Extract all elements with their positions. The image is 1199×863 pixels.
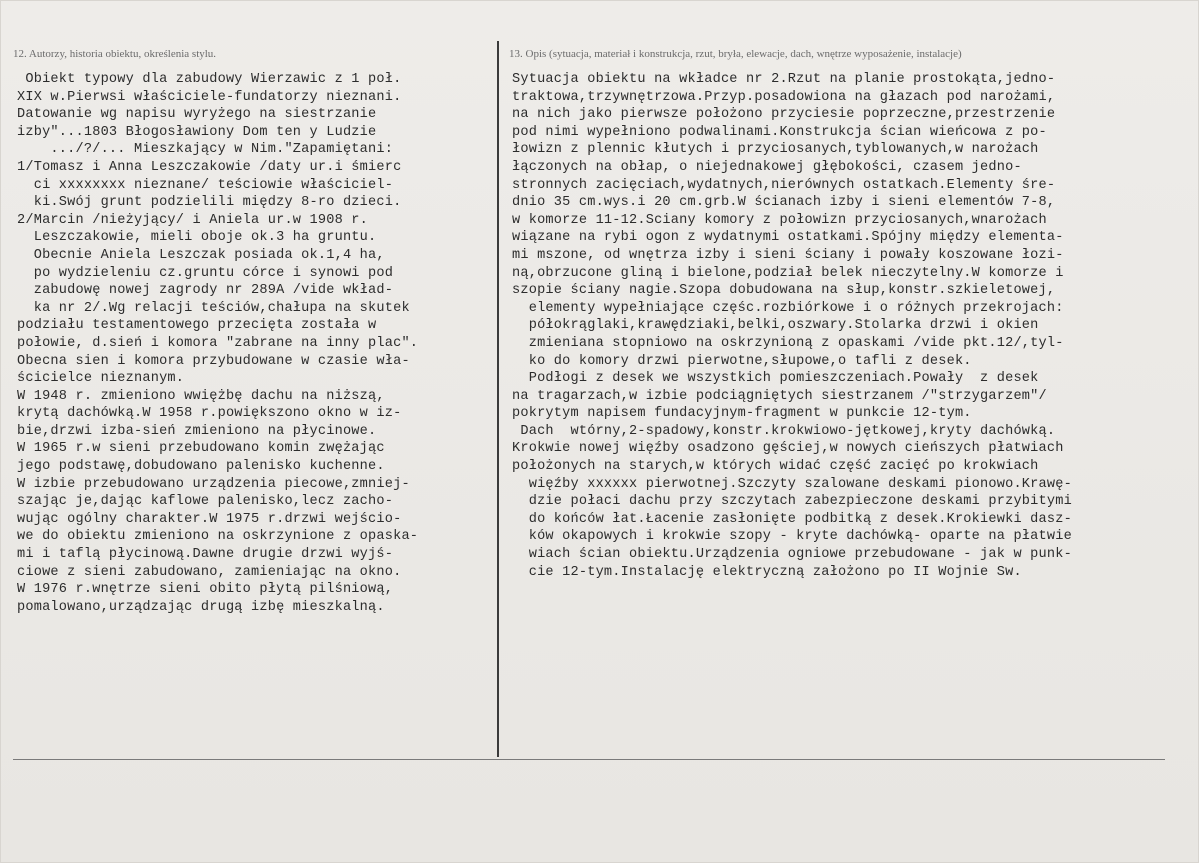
history-text-line: ścicielce nieznanym.: [17, 371, 185, 387]
history-text-line: W 1976 r.wnętrze sieni obito płytą pilśniową,: [17, 582, 394, 598]
description-text-line: położonych na starych,w których widać część zacięć po krokwiach: [512, 459, 1039, 475]
history-text-line: krytą dachówką.W 1958 r.powiększono okno w iz-: [17, 406, 402, 422]
description-text-line: łowizn z plennic kłutych i przyciosanych,tyblowanych,w narożach: [512, 142, 1039, 158]
history-text-line: XIX w.Pierwsi właściciele-fundatorzy nieznani.: [17, 89, 402, 105]
history-text-line: Datowanie wg napisu wyryżego na siestrzanie: [17, 107, 377, 123]
description-text-line: mi mszone, od wnętrza izby i sieni ściany i powały koszowane łozi-: [512, 247, 1064, 263]
history-text-line: podziału testamentowego przecięta została w: [17, 318, 377, 334]
description-text-block: [512, 71, 1187, 581]
history-text-line: ci xxxxxxxx nieznane/ teściowie właściciel-: [17, 177, 394, 193]
description-text-line: wiach ścian obiektu.Urządzenia ogniowe przebudowane - jak w punk-: [512, 547, 1072, 563]
description-text-line: do końców łat.Łacenie zasłonięte podbitką z desek.Krokiewki dasz-: [512, 511, 1072, 527]
description-text-line: więźby xxxxxx pierwotnej.Szczyty szalowane deskami pionowo.Krawę-: [512, 476, 1072, 492]
description-text-line: Krokwie nowej więźby osadzono gęściej,w nowych cieńszych płatwiach: [512, 441, 1064, 457]
description-text-line: stronnych zacięciach,wydatnych,nierównych ostatkach.Elementy śre-: [512, 177, 1056, 193]
description-text-line: Dach wtórny,2-spadowy,konstr.krokwiowo-jętkowej,kryty dachówką.: [512, 423, 1056, 439]
description-text-line: pod nimi wypełniono podwalinami.Konstrukcja ścian wieńcowa z po-: [512, 124, 1047, 140]
description-text-line: wiązane na rybi ogon z wydatnymi ostatkami.Spójny między elementa-: [512, 230, 1064, 246]
description-text-line: ną,obrzucone gliną i bielone,podział belek nieczytelny.W komorze i: [512, 265, 1064, 281]
history-text-line: Obecna sien i komora przybudowane w czasie wła-: [17, 353, 410, 369]
history-text-line: W izbie przebudowano urządzenia piecowe,zmniej-: [17, 476, 410, 492]
history-text-line: 2/Marcin /nieżyjący/ i Aniela ur.w 1908 r.: [17, 212, 369, 228]
description-text-line: dzie połaci dachu przy szczytach zabezpieczone deskami przybitymi: [512, 494, 1072, 510]
history-text-line: po wydzieleniu cz.gruntu córce i synowi pod: [17, 265, 394, 281]
description-text-line: Podłogi z desek we wszystkich pomieszczeniach.Powały z desek: [512, 371, 1039, 387]
history-text-line: izby"...1803 Błogosławiony Dom ten y Ludzie: [17, 124, 377, 140]
description-text-line: ków okapowych i krokwie szopy - kryte dachówką- oparte na płatwie: [512, 529, 1072, 545]
description-text-line: cie 12-tym.Instalację elektryczną założono po II Wojnie Sw.: [512, 564, 1022, 580]
history-text-line: zabudowę nowej zagrody nr 289A /vide wkład-: [17, 283, 394, 299]
history-text-line: Leszczakowie, mieli oboje ok.3 ha gruntu.: [17, 230, 377, 246]
history-text-line: ki.Swój grunt podzielili między 8-ro dzieci.: [17, 195, 402, 211]
history-text-line: we do obiektu zmieniono na oskrzynione z opaska-: [17, 529, 419, 545]
description-text-line: półokrąglaki,krawędziaki,belki,oszwary.Stolarka drzwi i okien: [512, 318, 1039, 334]
history-text-line: wując ogólny charakter.W 1975 r.drzwi wejścio-: [17, 511, 402, 527]
description-text-line: pokrytym napisem fundacyjnym-fragment w punkcie 12-tym.: [512, 406, 972, 422]
history-text-line: Obecnie Aniela Leszczak posiada ok.1,4 ha,: [17, 247, 385, 263]
description-text-line: na tragarzach,w izbie podciągniętych siestrzanem /"strzygarzem"/: [512, 388, 1047, 404]
history-text-line: mi i taflą płycinową.Dawne drugie drzwi wyjś-: [17, 547, 394, 563]
history-text-line: jego podstawę,dobudowano palenisko kuchenne.: [17, 459, 385, 475]
history-text-line: 1/Tomasz i Anna Leszczakowie /daty ur.i śmierc: [17, 159, 402, 175]
history-text-line: szając je,dając kaflowe palenisko,lecz zacho-: [17, 494, 394, 510]
history-text-line: ka nr 2/.Wg relacji teściów,chałupa na skutek: [17, 300, 410, 316]
history-text-line: W 1948 r. zmieniono wwiężbę dachu na niższą,: [17, 388, 385, 404]
description-text-line: dnio 35 cm.wys.i 20 cm.grb.W ścianach izby i sieni elementów 7-8,: [512, 195, 1056, 211]
history-text-line: ciowe z sieni zabudowano, zamieniając na okno.: [17, 564, 402, 580]
description-text-line: elementy wypełniające częśc.rozbiórkowe i o różnych przekrojach:: [512, 300, 1064, 316]
description-text-line: szopie ściany nagie.Szopa dobudowana na słup,konstr.szkieletowej,: [512, 283, 1056, 299]
description-text-line: łączonych na obłap, o niejednakowej głębokości, czasem jedno-: [512, 159, 1022, 175]
section-12-header: 12. Autorzy, historia obiektu, określenia stylu.: [13, 48, 217, 60]
history-text-line: Obiekt typowy dla zabudowy Wierzawic z 1 poł.: [17, 72, 402, 87]
description-text-line: na nich jako pierwsze położono przyciesie poprzeczne,przestrzenie: [512, 107, 1056, 123]
history-text-block: [17, 71, 499, 616]
history-text-line: .../?/... Mieszkający w Nim."Zapamiętani:: [17, 142, 394, 158]
description-text-line: zmieniana stopniowo na oskrzynioną z opaskami /vide pkt.12/,tyl-: [512, 335, 1064, 351]
horizontal-divider: [13, 759, 1165, 760]
description-text-line: w komorze 11-12.Sciany komory z połowizn przyciosanych,wnarożach: [512, 212, 1047, 228]
history-text-line: bie,drzwi izba-sień zmieniono na płycinowe.: [17, 423, 377, 439]
history-text-line: połowie, d.sień i komora "zabrane na inny plac".: [17, 335, 419, 351]
description-text-line: Sytuacja obiektu na wkładce nr 2.Rzut na planie prostokąta,jedno-: [512, 72, 1056, 87]
section-13-header: 13. Opis (sytuacja, materiał i konstrukcja, rzut, bryła, elewacje, dach, wnętrze wyposażenie, instalacje): [509, 48, 962, 60]
history-text-line: pomalowano,urządzając drugą izbę mieszkalną.: [17, 599, 385, 615]
description-text-line: traktowa,trzywnętrzowa.Przyp.posadowiona na głazach pod narożami,: [512, 89, 1056, 105]
history-text-line: W 1965 r.w sieni przebudowano komin zwężając: [17, 441, 385, 457]
description-text-line: ko do komory drzwi pierwotne,słupowe,o tafli z desek.: [512, 353, 972, 369]
